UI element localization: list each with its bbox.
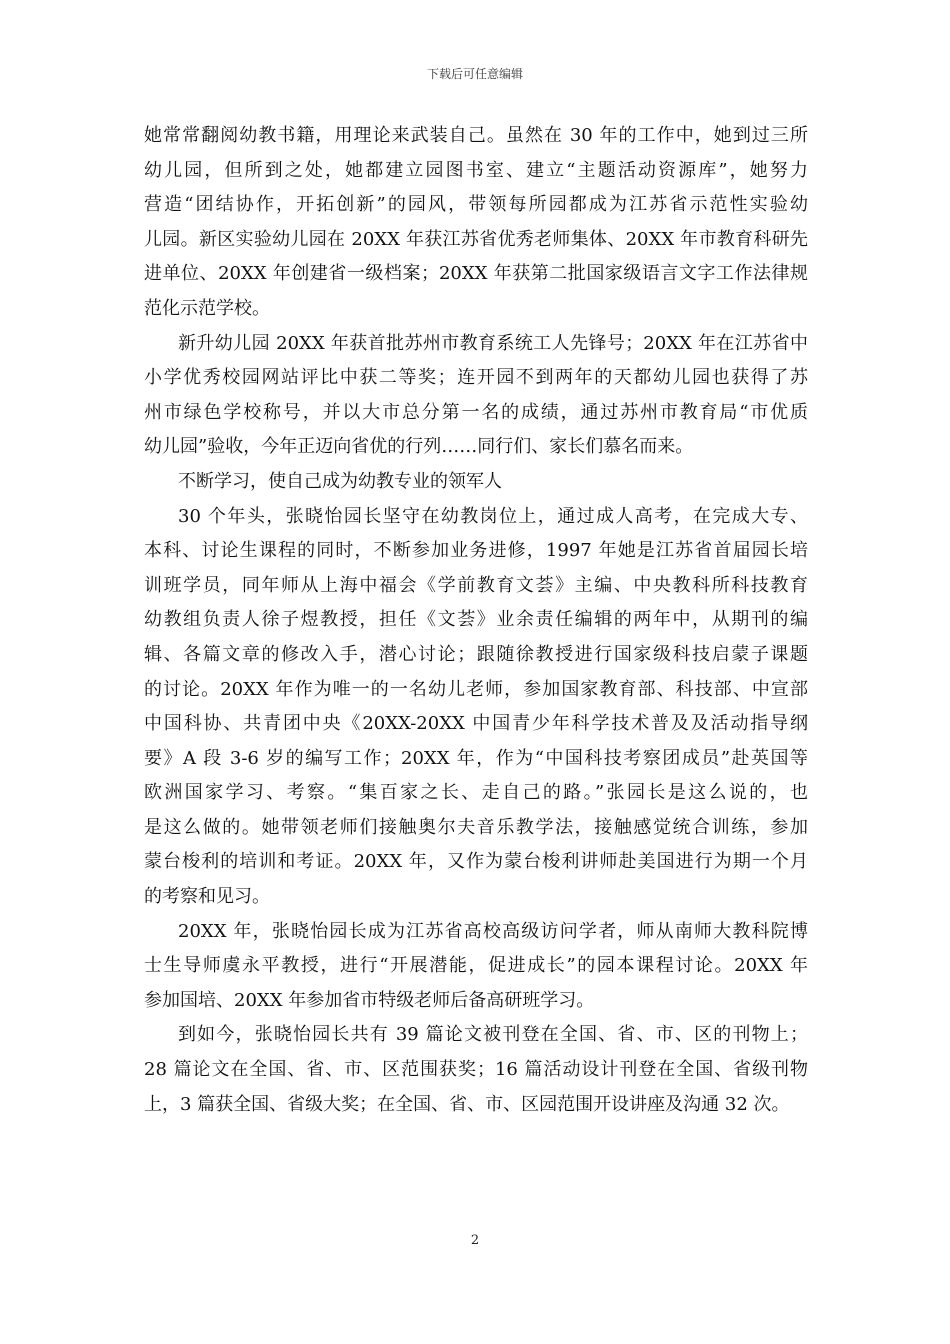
text-line: 参加国培、20XX 年参加省市特级老师后备高研班学习。	[144, 989, 595, 1011]
text-line: 州市绿色学校称号，并以大市总分第一名的成绩，通过苏州市教育局“市优质	[144, 401, 808, 423]
text-line: 中国科协、共青团中央《20XX-20XX 中国青少年科学技术普及及活动指导纲	[144, 713, 808, 735]
page-header: 下载后可任意编辑	[426, 67, 523, 81]
text-line: 进单位、20XX 年创建省一级档案；20XX 年获第二批国家级语言文字工作法律规	[144, 263, 808, 285]
text-line: 辑、各篇文章的修改入手，潜心讨论；跟随徐教授进行国家级科技启蒙子课题	[144, 643, 808, 665]
text-line: 到如今，张晓怡园长共有 39 篇论文被刊登在全国、省、市、区的刊物上；	[178, 1024, 808, 1046]
text-line: 的讨论。20XX 年作为唯一的一名幼儿老师，参加国家教育部、科技部、中宣部	[144, 678, 808, 700]
text-line: 上，3 篇获全国、省级大奖；在全国、省、市、区园范围开设讲座及沟通 32 次。	[144, 1093, 790, 1115]
document-body	[144, 124, 808, 1127]
text-line: 28 篇论文在全国、省、市、区范围获奖；16 篇活动设计刊登在全国、省级刊物	[144, 1059, 808, 1081]
text-line: 本科、讨论生课程的同时，不断参加业务进修，1997 年她是江苏省首届园长培	[144, 540, 808, 562]
section-heading: 不断学习，使自己成为幼教专业的领军人	[178, 470, 502, 492]
text-line: 蒙台梭利的培训和考证。20XX 年，又作为蒙台梭利讲师赴美国进行为期一个月	[144, 851, 808, 873]
text-line: 20XX 年，张晓怡园长成为江苏省高校高级访问学者，师从南师大教科院博	[178, 920, 808, 942]
text-line: 儿园。新区实验幼儿园在 20XX 年获江苏省优秀老师集体、20XX 年市教育科研先	[144, 228, 808, 250]
text-line: 是这么做的。她带领老师们接触奥尔夫音乐教学法，接触感觉统合训练，参加	[144, 816, 808, 838]
text-line: 幼儿园”验收，今年正迈向省优的行列……同行们、家长们慕名而来。	[144, 436, 694, 458]
text-line: 范化示范学校。	[144, 297, 270, 319]
text-line: 训班学员，同年师从上海中福会《学前教育文荟》主编、中央教科所科技教育	[144, 574, 808, 596]
text-line: 营造“团结协作，开拓创新”的园风，带领每所园都成为江苏省示范性实验幼	[144, 194, 808, 216]
text-line: 幼教组负责人徐子煜教授，担任《文荟》业余责任编辑的两年中，从期刊的编	[144, 609, 808, 631]
text-line: 她常常翻阅幼教书籍，用理论来武装自己。虽然在 30 年的工作中，她到过三所	[144, 125, 808, 146]
text-line: 小学优秀校园网站评比中获二等奖；连开园不到两年的天都幼儿园也获得了苏	[144, 367, 808, 389]
text-line: 欧洲国家学习、考察。“集百家之长、走自己的路。”张园长是这么说的，也	[144, 782, 808, 804]
page-number: 2	[470, 1233, 480, 1248]
text-line: 30 个年头，张晓怡园长坚守在幼教岗位上，通过成人高考，在完成大专、	[178, 505, 808, 527]
text-line: 的考察和见习。	[144, 886, 270, 908]
text-line: 要》A 段 3-6 岁的编写工作；20XX 年，作为“中国科技考察团成员”赴英国等	[144, 747, 808, 769]
text-line: 新升幼儿园 20XX 年获首批苏州市教育系统工人先锋号；20XX 年在江苏省中	[178, 332, 808, 354]
text-line: 士生导师虞永平教授，进行“开展潜能，促进成长”的园本课程讨论。20XX 年	[144, 955, 808, 977]
text-line: 幼儿园，但所到之处，她都建立园图书室、建立“主题活动资源库”，她努力	[144, 159, 808, 181]
